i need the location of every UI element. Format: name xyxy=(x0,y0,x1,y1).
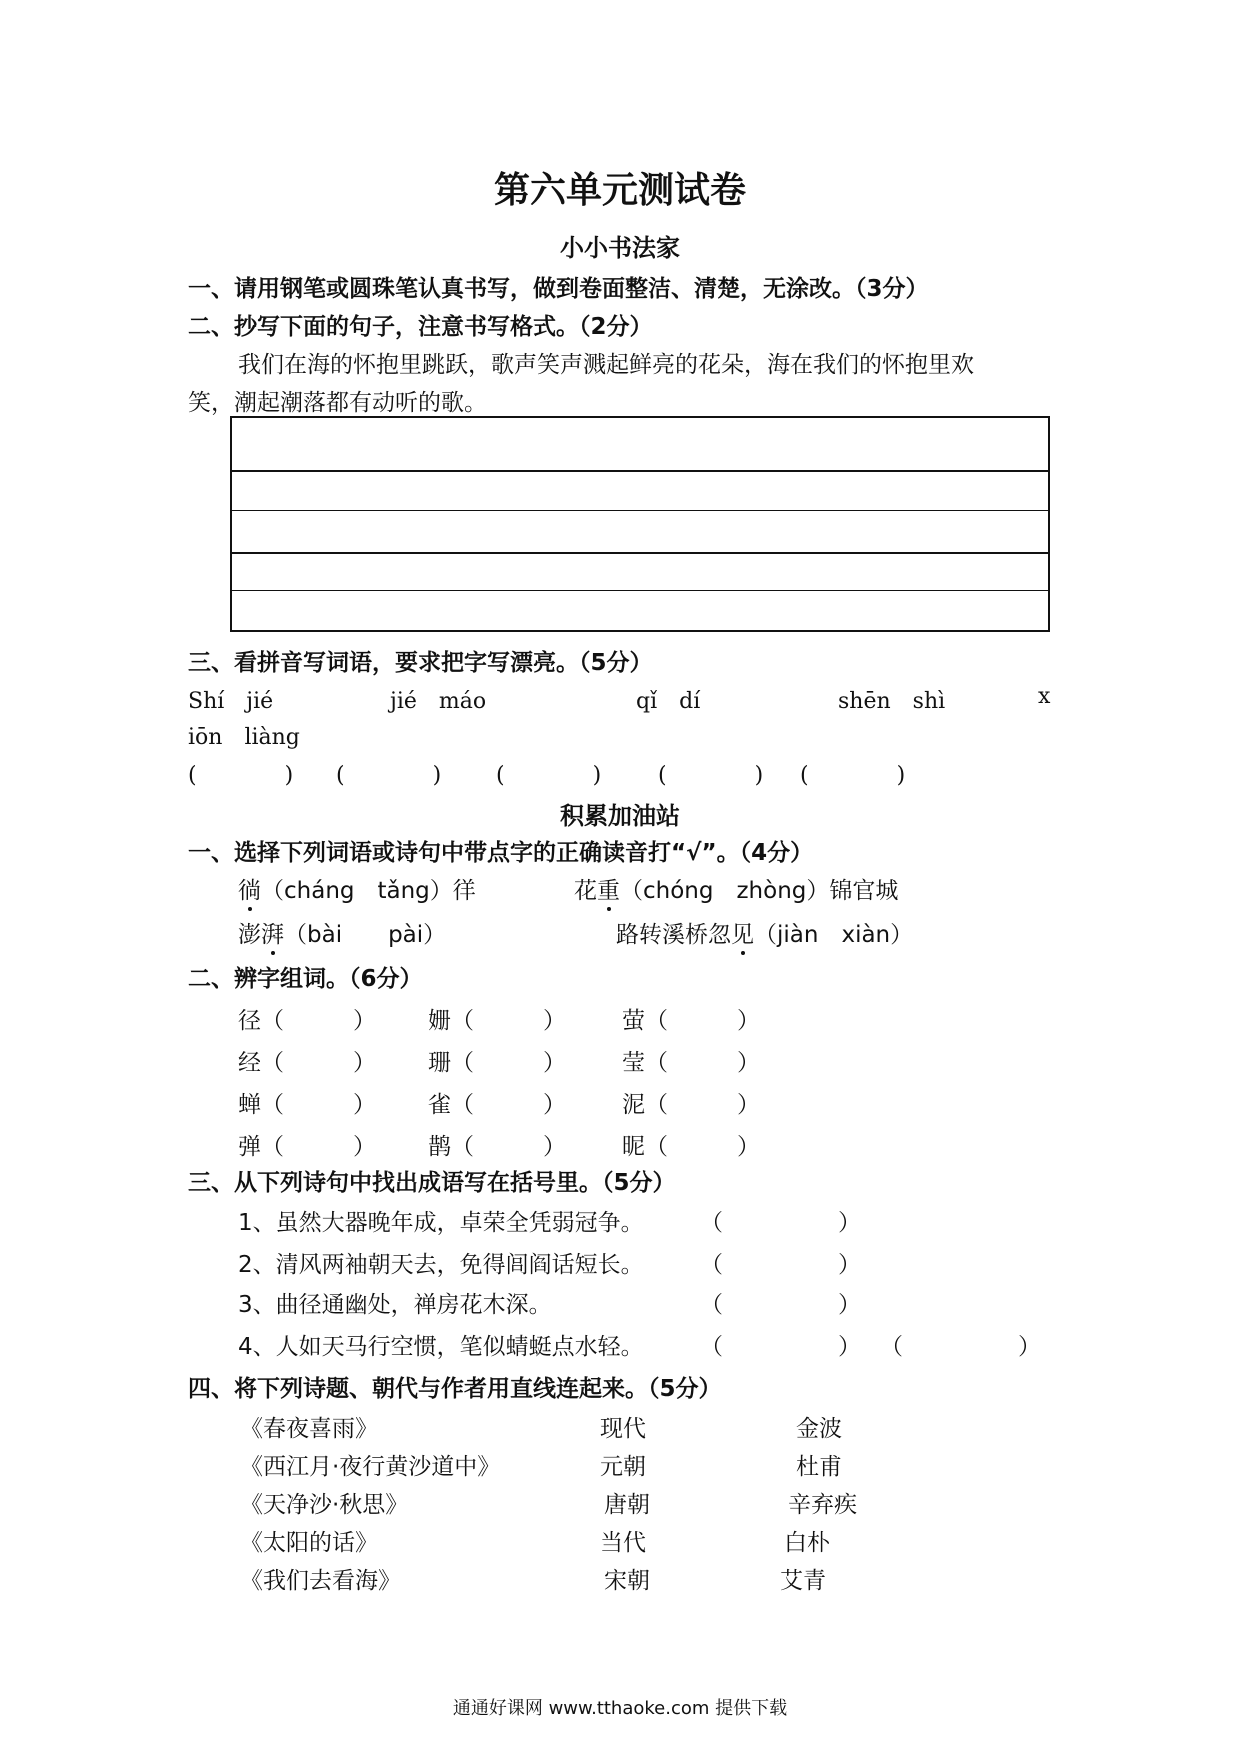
pinyin-6: iōn liàng xyxy=(188,725,300,750)
question-2: 二、抄写下面的句子，注意书写格式。（2分） xyxy=(188,314,653,340)
pinyin-1: Shí jié xyxy=(188,689,274,714)
char-pair: 弹（ ） xyxy=(238,1134,376,1160)
poem-title: 《我们去看海》 xyxy=(240,1568,401,1594)
pinyin-2: jié máo xyxy=(390,689,487,714)
reading-item-4: 路转溪桥忽见（jiàn xiàn） xyxy=(616,916,913,949)
author: 艾青 xyxy=(780,1568,826,1594)
char-pair: 姗（ ） xyxy=(428,1008,566,1034)
writing-line xyxy=(232,552,1048,554)
section-title-accumulation: 积累加油站 xyxy=(560,802,680,830)
answer-blank[interactable]: ( ) xyxy=(496,763,602,788)
question-2-1: 一、选择下列词语或诗句中带点字的正确读音打“√”。（4分） xyxy=(188,840,814,866)
passage-line-2: 笑，潮起潮落都有动听的歌。 xyxy=(188,390,487,416)
question-3: 三、看拼音写词语，要求把字写漂亮。（5分） xyxy=(188,650,653,676)
char-pair: 径（ ） xyxy=(238,1008,376,1034)
reading-item-3: 澎湃（bài pài） xyxy=(238,916,446,949)
question-2-3: 三、从下列诗句中找出成语写在括号里。（5分） xyxy=(188,1170,676,1196)
dotted-char: 见 xyxy=(731,916,754,949)
poem-title: 《春夜喜雨》 xyxy=(240,1416,378,1442)
author: 金波 xyxy=(796,1416,842,1442)
idiom-blank[interactable]: （ ） xyxy=(700,1292,861,1318)
char-pair: 鹊（ ） xyxy=(428,1134,566,1160)
writing-line xyxy=(232,510,1048,511)
idiom-blank[interactable]: （ ） xyxy=(700,1252,861,1278)
dotted-char: 湃 xyxy=(261,916,284,949)
poem-title: 《太阳的话》 xyxy=(240,1530,378,1556)
answer-blank[interactable]: ( ) xyxy=(800,763,906,788)
author: 白朴 xyxy=(784,1530,830,1556)
char-pair: 珊（ ） xyxy=(428,1050,566,1076)
footer-source: 通通好课网 www.tthaoke.com 提供下载 xyxy=(452,1698,788,1719)
char-pair: 蝉（ ） xyxy=(238,1092,376,1118)
answer-blank[interactable]: ( ) xyxy=(188,763,294,788)
question-1: 一、请用钢笔或圆珠笔认真书写，做到卷面整洁、清楚，无涂改。（3分） xyxy=(188,276,929,302)
answer-blank[interactable]: ( ) xyxy=(336,763,442,788)
char-pair: 雀（ ） xyxy=(428,1092,566,1118)
writing-line xyxy=(232,470,1048,472)
poem-line-3: 3、曲径通幽处，禅房花木深。 xyxy=(238,1292,552,1318)
answer-blank[interactable]: ( ) xyxy=(658,763,764,788)
copy-writing-box xyxy=(230,416,1050,632)
dynasty: 当代 xyxy=(600,1530,646,1556)
char-pair: 莹（ ） xyxy=(622,1050,760,1076)
char-pair: 泥（ ） xyxy=(622,1092,760,1118)
poem-title: 《西江月·夜行黄沙道中》 xyxy=(240,1454,501,1480)
poem-line-1: 1、虽然大器晚年成，卓荣全凭弱冠争。 xyxy=(238,1210,644,1236)
reading-item-1: 徜（cháng tǎng）徉 xyxy=(238,872,476,905)
dynasty: 元朝 xyxy=(600,1454,646,1480)
page-title: 第六单元测试卷 xyxy=(493,170,746,211)
section-title-calligraphy: 小小书法家 xyxy=(560,234,680,262)
dynasty: 现代 xyxy=(600,1416,646,1442)
poem-title: 《天净沙·秋思》 xyxy=(240,1492,409,1518)
question-2-4: 四、将下列诗题、朝代与作者用直线连起来。（5分） xyxy=(188,1376,722,1402)
reading-item-2: 花重（chóng zhòng）锦官城 xyxy=(574,872,898,905)
author: 辛弃疾 xyxy=(788,1492,857,1518)
poem-line-4: 4、人如天马行空惯，笔似蜻蜓点水轻。 xyxy=(238,1334,644,1360)
author: 杜甫 xyxy=(796,1454,842,1480)
char-pair: 萤（ ） xyxy=(622,1008,760,1034)
char-pair: 昵（ ） xyxy=(622,1134,760,1160)
idiom-blank[interactable]: （ ） xyxy=(700,1334,861,1360)
poem-line-2: 2、清风两袖朝天去，免得闾阎话短长。 xyxy=(238,1252,644,1278)
pinyin-3: qǐ dí xyxy=(636,689,701,714)
char-pair: 经（ ） xyxy=(238,1050,376,1076)
idiom-blank[interactable]: （ ） xyxy=(880,1334,1041,1360)
pinyin-4: shēn shì xyxy=(838,689,946,714)
dotted-char: 重 xyxy=(597,872,620,905)
idiom-blank[interactable]: （ ） xyxy=(700,1210,861,1236)
dynasty: 宋朝 xyxy=(604,1568,650,1594)
dotted-char: 徜 xyxy=(238,872,261,905)
passage-line-1: 我们在海的怀抱里跳跃，歌声笑声溅起鲜亮的花朵，海在我们的怀抱里欢 xyxy=(238,352,974,378)
writing-line xyxy=(232,590,1048,591)
question-2-2: 二、辨字组词。（6分） xyxy=(188,966,423,992)
dynasty: 唐朝 xyxy=(604,1492,650,1518)
pinyin-5: x xyxy=(1038,684,1051,709)
